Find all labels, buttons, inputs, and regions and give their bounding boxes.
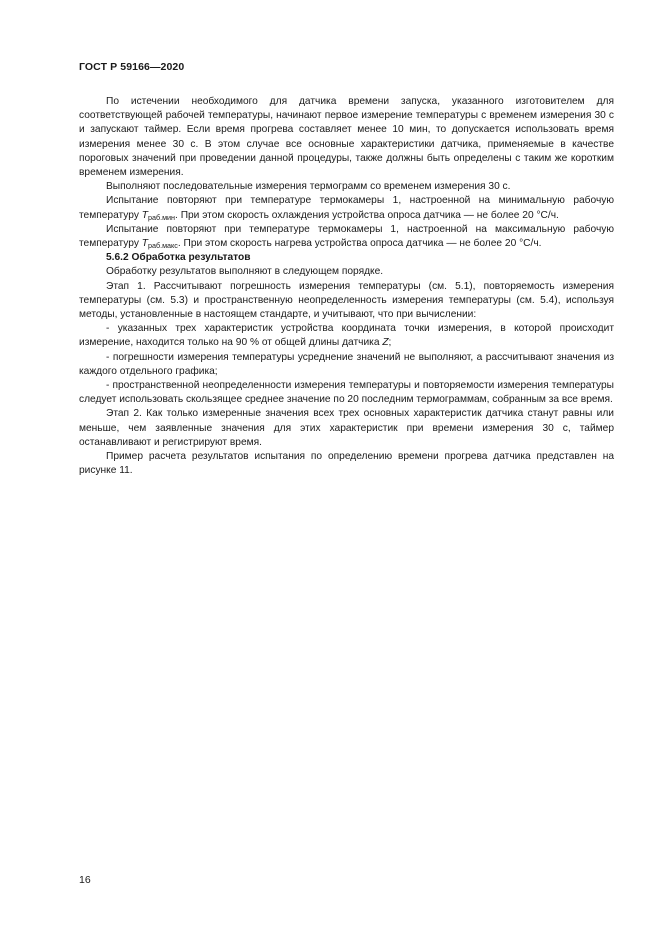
paragraph-example-reference: Пример расчета результатов испытания по определению времени прогрева датчика представлен на рисунке 11. [79, 451, 614, 477]
paragraph-text: ; [388, 337, 392, 349]
paragraph-stage-2: Этап 2. Как только измеренные значения всех трех основных характеристик датчика станут равны или меньше, чем заявленные значения для этих характеристик при времени измерения 30 с, таймер останавливают и регистрируют время. [79, 408, 614, 448]
section-heading: 5.6.2 Обработка результатов [106, 252, 251, 264]
paragraph-repeat-min-temperature [79, 194, 614, 222]
list-item-coordinate [79, 322, 614, 350]
list-item-error: - погрешности измерения температуры усреднение значений не выполняют, а рассчитывают значения из каждого отдельного графика; [79, 351, 614, 377]
paragraph-sequential-measurements: Выполняют последовательные измерения термограмм со временем измерения 30 с. [106, 181, 511, 193]
list-item-spatial-uncertainty: - пространственной неопределенности измерения температуры и повторяемости измерения температуры следует использовать скользящее среднее значение по 20 последним термограммам, собранным за все время. [79, 380, 614, 406]
standard-code-header: ГОСТ Р 59166—2020 [79, 61, 185, 73]
paragraph-text: . При этом скорость охлаждения устройства опроса датчика — не более 20 °С/ч. [175, 209, 559, 221]
paragraph-text: Испытание повторяют при температуре термокамеры 1, настроенной на максимальную рабочую температуру [79, 223, 614, 250]
paragraph-stage-1: Этап 1. Рассчитывают погрешность измерения температуры (см. 5.1), повторяемость измерения температуры (см. 5.3) и пространственную неопределенность измерения температуры (см. 5.4), используя методы, установленные в настоящем стандарте, и учитывают, что при вычислении: [79, 280, 614, 321]
paragraph-text: . При этом скорость нагрева устройства опроса датчика — не более 20 °С/ч. [177, 238, 542, 250]
paragraph-text: Испытание повторяют при температуре термокамеры 1, настроенной на минимальную рабочую температуру [79, 195, 614, 221]
paragraph-text: - указанных трех характеристик устройства координата точки измерения, в которой происходит измерение, находится только на 90 % от общей длины датчика [79, 323, 614, 349]
length-symbol: Z [382, 337, 389, 349]
body-text [79, 95, 614, 478]
temperature-subscript-min: раб.мин [147, 212, 176, 222]
temperature-symbol: T [141, 238, 148, 250]
paragraph-repeat-max-temperature [79, 223, 614, 251]
page-number: 16 [79, 874, 91, 886]
paragraph-warmup-start: По истечении необходимого для датчика времени запуска, указанного изготовителем для соответствующей рабочей температуры, начинают первое измерение температуры с временем измерения 30 с и запускают таймер. Если время прогрева составляет менее 10 мин, то допускается использовать время измерения менее 30 с. В этом случае все основные характеристики датчика, применяемые в качестве пороговых значений при проведении данной процедуры, также должны быть определены с таким же коротким временем измерения. [79, 96, 614, 179]
paragraph-processing-order: Обработку результатов выполняют в следующем порядке. [106, 266, 384, 278]
temperature-subscript-max: раб.макс [147, 241, 178, 251]
temperature-symbol: T [141, 209, 148, 221]
